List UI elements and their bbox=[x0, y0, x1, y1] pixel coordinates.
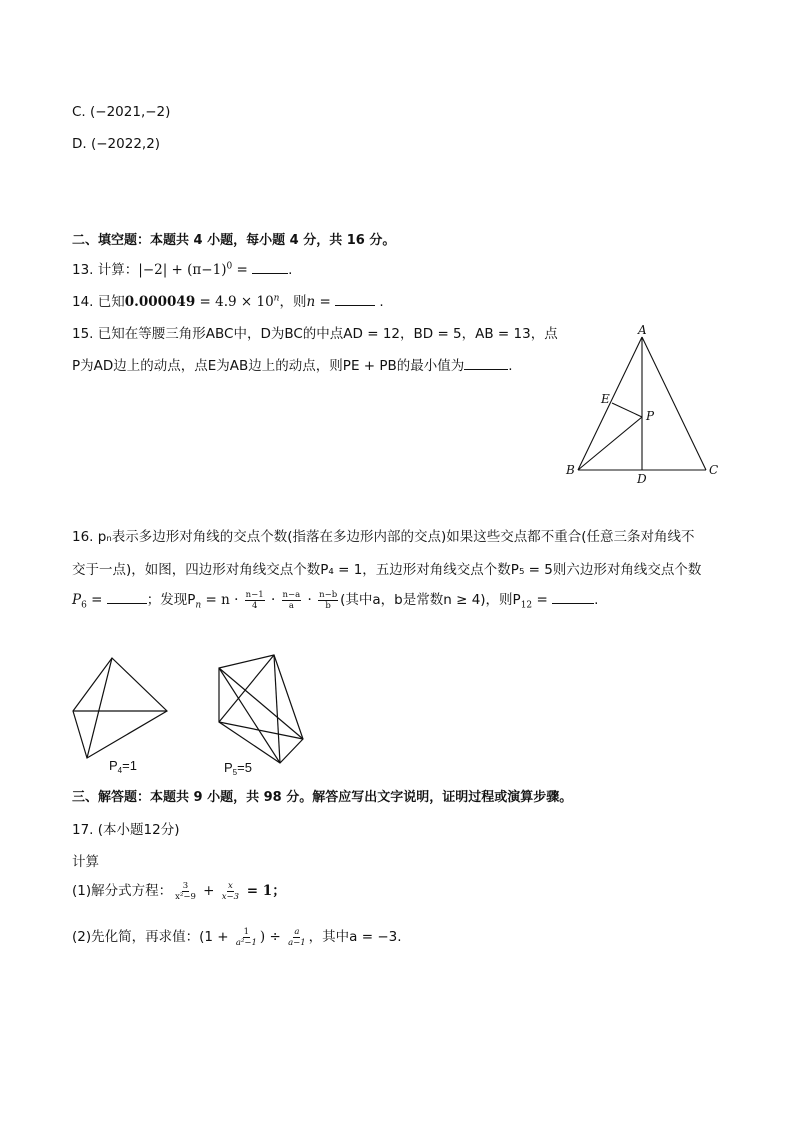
answer-blank[interactable] bbox=[252, 261, 288, 274]
option-c: C. (−2021,−2) bbox=[72, 104, 171, 120]
q16-eq: = bbox=[86, 592, 107, 608]
triangle-figure bbox=[560, 322, 730, 487]
p4-label: $P_4=1$ bbox=[109, 758, 137, 775]
question-15-line2: P为AD边上的动点，点E为AB边上的动点，则PE + PB的最小值为 . bbox=[72, 358, 513, 374]
q17-p2-fraction-1: $\frac{1}{\text{a²−1}}$ bbox=[235, 926, 257, 948]
label-c: C bbox=[709, 463, 719, 477]
q17-p2-suffix: ，其中a = −3. bbox=[308, 929, 402, 945]
q17-p1-prefix: (1)解分式方程： bbox=[72, 883, 173, 899]
label-a: A bbox=[638, 323, 647, 337]
q13-exp: 0 bbox=[226, 261, 233, 272]
answer-blank-p12[interactable] bbox=[552, 591, 594, 604]
q14-prefix: 14. 已知 bbox=[72, 294, 125, 310]
q14-var: n bbox=[306, 294, 316, 310]
q16-conditions: (其中a，b是常数n ≥ 4)，则P bbox=[340, 592, 521, 608]
fraction-1: $\frac{n-1}{4}$ bbox=[245, 589, 264, 611]
segment-ep bbox=[612, 403, 642, 417]
question-17-title: 17. (本小题12分) bbox=[72, 822, 180, 838]
question-14: 14. 已知$0.000049 = 4.9 \times 10^n$，则n = . bbox=[72, 293, 384, 310]
pent-diagonal-4 bbox=[219, 655, 274, 722]
q13-expr: |−2| + (π−1) bbox=[138, 262, 227, 278]
q16-p12-sub: 12 bbox=[520, 600, 533, 611]
edge-ac bbox=[642, 337, 706, 470]
label-e: E bbox=[601, 392, 610, 406]
question-16-line2: 交于一点)，如图，四边形对角线交点个数P₄ = 1，五边形对角线交点个数P₅ = 5则六边形对角线交点个数 bbox=[72, 562, 702, 578]
question-13: 13. 计算：$|-2| + (\pi-1)^0$ = . bbox=[72, 261, 293, 278]
answer-blank[interactable] bbox=[335, 293, 375, 306]
q17-p1-suffix: = 1； bbox=[242, 883, 286, 899]
fraction-2: $\frac{n-a}{a}$ bbox=[282, 589, 301, 611]
fraction-3: $\frac{n-b}{b}$ bbox=[319, 589, 338, 611]
q16-formula-start: = n · bbox=[201, 592, 243, 608]
q17-p2-prefix: (2)先化简，再求值：(1 + bbox=[72, 929, 233, 945]
q14-mid: = 4.9 × 10 bbox=[195, 294, 274, 310]
q14-suffix: ，则 bbox=[279, 294, 307, 310]
label-b: B bbox=[566, 463, 575, 477]
section2-header: 二、填空题：本题共 4 小题，每小题 4 分，共 16 分。 bbox=[72, 233, 396, 248]
q16-p: P bbox=[72, 592, 82, 608]
label-d: D bbox=[637, 472, 647, 486]
q17-p1-fraction-1: $\frac{3}{\text{x²−9}}$ bbox=[175, 880, 196, 902]
q16-eq2: = bbox=[532, 592, 553, 608]
segment-bp bbox=[578, 417, 642, 470]
question-17-intro: 计算 bbox=[72, 854, 99, 870]
polygon-figures bbox=[66, 650, 316, 780]
question-16-line3: $P_6$ = ；发现$P_n = n$ · $\frac{n-1}{4}$ · $\frac{n-a}{a}$ · $\frac{n-b}{b}$ (其中a，b是常数n ≥ 4)，则$P_{12}$ = . bbox=[72, 589, 599, 611]
q14-num: 0.000049 bbox=[124, 294, 196, 310]
q14-eq: = bbox=[315, 294, 336, 310]
q16-pn-sub: n bbox=[195, 600, 202, 611]
q17-p1-fraction-2: $\frac{x}{x-3}$ bbox=[221, 880, 240, 902]
p5-label: $P_5=5$ bbox=[224, 760, 252, 777]
question-17-part2: (2)先化简，再求值：(1 + $\frac{1}{\text{a²−1}}$ ) ÷ $\frac{a}{a-1}$ ，其中a = −3. bbox=[72, 926, 402, 948]
label-p: P bbox=[646, 409, 655, 423]
answer-blank[interactable] bbox=[464, 357, 508, 370]
option-d: D. (−2022,2) bbox=[72, 136, 161, 152]
q13-eq: = bbox=[232, 262, 253, 278]
q16-discover: ；发现P bbox=[146, 592, 196, 608]
question-15-line1: 15. 已知在等腰三角形ABC中，D为BC的中点AD = 12，BD = 5，AB = 13，点 bbox=[72, 326, 558, 342]
section3-header: 三、解答题：本题共 9 小题，共 98 分。解答应写出文字说明，证明过程或演算步骤。 bbox=[72, 790, 573, 805]
answer-blank-p6[interactable] bbox=[107, 591, 147, 604]
q14-exp: n bbox=[273, 293, 280, 304]
pent-diagonal-2 bbox=[219, 668, 280, 763]
q13-prefix: 13. 计算： bbox=[72, 262, 139, 278]
question-16-line1: 16. pₙ表示多边形对角线的交点个数(指落在多边形内部的交点)如果这些交点都不重合(任意三条对角线不 bbox=[72, 529, 695, 545]
edge-ab bbox=[578, 337, 642, 470]
q15-line2-text: P为AD边上的动点，点E为AB边上的动点，则PE + PB的最小值为 bbox=[72, 358, 465, 374]
quad-diagonal-1 bbox=[87, 658, 112, 758]
q17-p2-fraction-2: $\frac{a}{a-1}$ bbox=[288, 926, 306, 948]
quadrilateral bbox=[73, 658, 167, 758]
q16-p-sub: 6 bbox=[81, 600, 87, 611]
question-17-part1: (1)解分式方程： $\frac{3}{\text{x²−9}}$ + $\frac{x}{x-3}$ = 1； bbox=[72, 880, 286, 902]
